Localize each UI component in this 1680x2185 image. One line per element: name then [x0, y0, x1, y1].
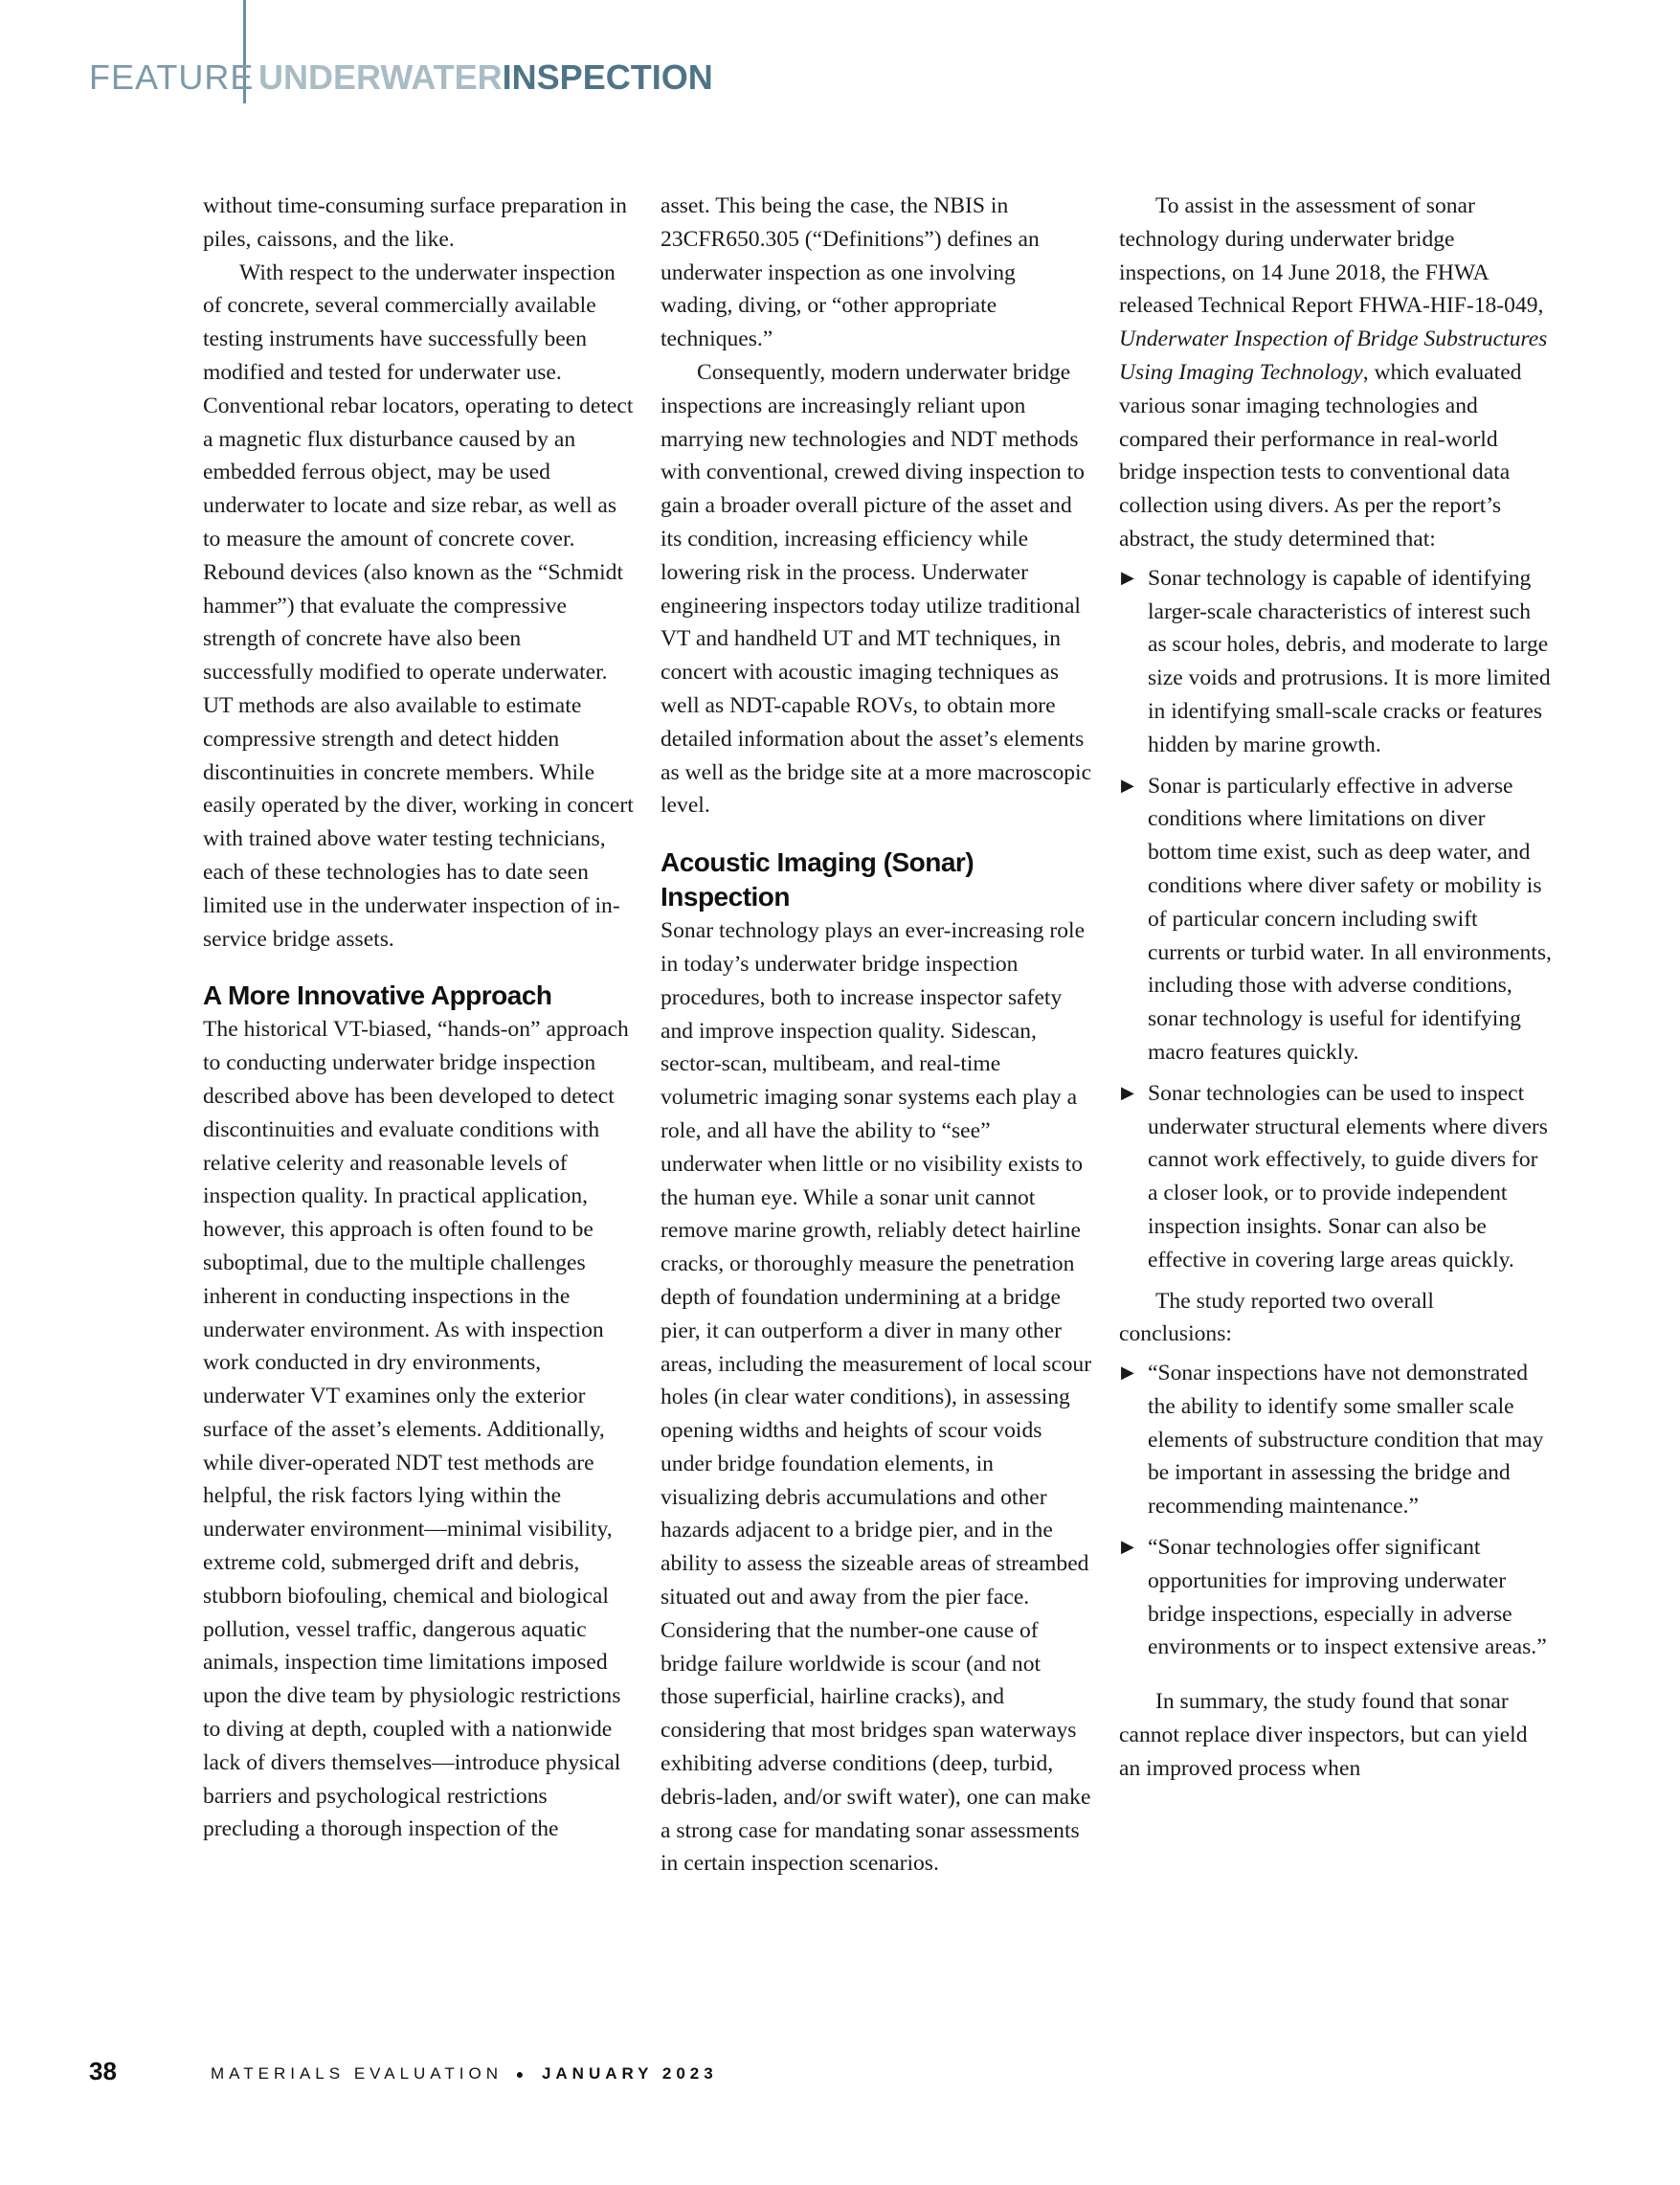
paragraph: Sonar technology plays an ever-increasing role in today’s underwater bridge inspection procedures, both to increase inspector safety and improve inspection quality. Sidescan, sector-scan, multibeam, and real-time volumetric imaging sonar systems each play a role, and all have the ability to “see” underwater when little or no visibility exists to the human eye. While a sonar unit cannot remove marine growth, reliably detect hairline cracks, or thoroughly measure the penetration depth of foundation undermining at a bridge pier, it can outperform a diver in many other areas, including the measurement of local scour holes (in clear water conditions), in assessing opening widths and heights of scour voids under bridge foundation elements, in visualizing debris accumulations and other hazards adjacent to a bridge pier, and in the ability to assess the sizeable areas of streambed situated out and away from the pier face. Considering that the number-one cause of bridge failure worldwide is scour (and not those superficial, hairline cracks), and considering that most bridges span waterways exhibiting adverse conditions (deep, turbid, debris-laden, and/or swift water), one can make a strong case for mandating sonar assessments in certain inspection scenarios.: [661, 918, 1092, 1877]
column-3: [1119, 190, 1552, 1786]
page-number: 38: [89, 2057, 117, 2085]
list-item: [1119, 770, 1552, 1070]
list-item: [1119, 1531, 1552, 1664]
list-item-text: Sonar technologies can be used to inspect underwater structural elements where divers cannot work effectively, to guide divers for a closer look, or to provide independent inspection insights. Sonar can also be effective in covering large areas quickly.: [1148, 1080, 1548, 1273]
list-item-text: “Sonar inspections have not demonstrated the ability to identify some smaller scale elements of substructure condition that may be important in assessing the bridge and recommending maintenance.”: [1148, 1361, 1544, 1520]
running-footer: [211, 2064, 718, 2084]
bullet-triangle-icon: ▶: [1121, 1363, 1134, 1384]
list-item: [1119, 1077, 1552, 1277]
section-heading: A More Innovative Approach: [203, 980, 552, 1011]
issue-date: JANUARY 2023: [541, 2064, 718, 2083]
paragraph: With respect to the underwater inspection of concrete, several commercially available testing instruments have successfully been modified and tested for underwater use. Conventional rebar locators, operating to detect a magnetic flux disturbance caused by an embedded ferrous object, may be used underwater to locate and size rebar, as well as to measure the amount of concrete cover. Rebound devices (also known as the “Schmidt hammer”) that evaluate the compressive strength of concrete have also been successfully modified to operate underwater. UT methods are also available to estimate compressive strength and detect hidden discontinuities in concrete members. While easily operated by the diver, working in concert with trained above water testing technicians, each of these technologies has to date seen limited use in the underwater inspection of in-service bridge assets.: [203, 259, 634, 952]
list-item-text: Sonar is particularly effective in adverse conditions where limitations on diver bottom time exist, such as deep water, and conditions where diver safety or mobility is of particular concern including swift currents or turbid water. In all environments, including those with adverse conditions, sonar technology is useful for identifying macro features quickly.: [1148, 773, 1552, 1065]
report-title: Underwater Inspection of Bridge Substructures Using Imaging Technology: [1119, 327, 1548, 385]
separator-dot: ●: [515, 2066, 529, 2082]
section-heading: Acoustic Imaging (Sonar) Inspection: [661, 847, 974, 912]
paragraph: In summary, the study found that sonar cannot replace diver inspectors, but can yield an improved process when: [1119, 1689, 1528, 1781]
section-label: FEATURE: [89, 57, 255, 97]
paragraph: [1119, 190, 1552, 556]
bullet-triangle-icon: ▶: [1121, 567, 1134, 588]
text-run: To assist in the assessment of sonar technology during underwater bridge inspections, on 14 June 2018, the FHWA released Technical Report FHWA-HIF-18-049,: [1119, 193, 1544, 319]
bullet-triangle-icon: ▶: [1121, 1082, 1134, 1103]
list-item-text: Sonar technology is capable of identifying larger-scale characteristics of interest such as scour holes, debris, and moderate to large size voids and protrusions. It is more limited in identifying small-scale cracks or features hidden by marine growth.: [1148, 565, 1551, 757]
list-item: [1119, 562, 1552, 762]
bullet-list: [1119, 1357, 1552, 1664]
paragraph: The study reported two overall conclusions:: [1119, 1288, 1434, 1347]
section-title: [258, 57, 713, 98]
text-run: , which evaluated various sonar imaging technologies and compared their performance in real-world bridge inspection tests to conventional data collection using divers. As per the report’s abstract, the study determined that:: [1119, 359, 1522, 552]
section-title-light: UNDERWATER: [258, 57, 503, 97]
paragraph: The historical VT-biased, “hands-on” approach to conducting underwater bridge inspection described above has been developed to detect discontinuities and evaluate conditions with relative celerity and reasonable levels of inspection quality. In practical application, however, this approach is often found to be suboptimal, due to the multiple challenges inherent in conducting inspections in the underwater environment. As with inspection work conducted in dry environments, underwater VT examines only the exterior surface of the asset’s elements. Additionally, while diver-operated NDT test methods are helpful, the risk factors lying within the underwater environment—minimal visibility, extreme cold, submerged drift and debris, stubborn biofouling, chemical and biological pollution, vessel traffic, dangerous aquatic animals, inspection time limitations imposed upon the dive team by physiologic restrictions to diving at depth, coupled with a nationwide lack of divers themselves—introduce physical barriers and psychological restrictions precluding a thorough inspection of the: [203, 1017, 629, 1842]
paragraph: asset. This being the case, the NBIS in 23CFR650.305 (“Definitions”) defines an underwater inspection as one involving wading, diving, or “other appropriate techniques.”: [661, 193, 1040, 352]
list-item: [1119, 1357, 1552, 1523]
bullet-list: [1119, 562, 1552, 1277]
paragraph: without time-consuming surface preparation in piles, caissons, and the like.: [203, 193, 627, 252]
bullet-triangle-icon: ▶: [1121, 775, 1134, 796]
paragraph: Consequently, modern underwater bridge inspections are increasingly reliant upon marrying new technologies and NDT methods with conventional, crewed diving inspection to gain a broader overall picture of the asset and its condition, increasing efficiency while lowering risk in the process. Underwater engineering inspectors today utilize traditional VT and handheld UT and MT techniques, in concert with acoustic imaging techniques as well as NDT-capable ROVs, to obtain more detailed information about the asset’s elements as well as the bridge site at a more macroscopic level.: [661, 359, 1092, 819]
bullet-triangle-icon: ▶: [1121, 1537, 1134, 1558]
publication-name: MATERIALS EVALUATION: [211, 2064, 503, 2083]
column-1: [203, 190, 636, 1846]
list-item-text: “Sonar technologies offer significant opportunities for improving underwater bridge inspections, especially in adverse environments or to inspect extensive areas.”: [1148, 1535, 1547, 1660]
section-title-bold: INSPECTION: [502, 57, 713, 97]
column-2: [661, 190, 1093, 1881]
